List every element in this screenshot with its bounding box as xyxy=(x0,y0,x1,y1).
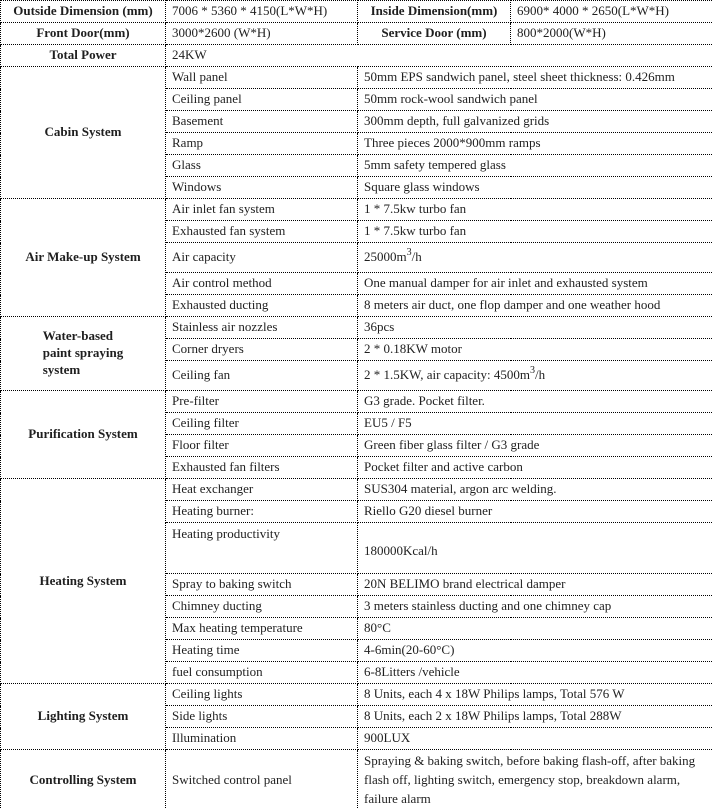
system-label xyxy=(43,328,124,379)
spec-item-value: 20N BELIMO brand electrical damper xyxy=(358,574,713,596)
system-label-line: system xyxy=(42,361,81,377)
header-value: 24KW xyxy=(172,47,207,63)
spec-item-value: 2 * 0.18KW motor xyxy=(358,339,713,361)
system-cell-heating-system xyxy=(1,479,166,684)
spec-item-value: One manual damper for air inlet and exhausted system xyxy=(358,273,713,295)
spec-item-value: SUS304 material, argon arc welding. xyxy=(358,479,713,501)
spec-item-value: 3 meters stainless ducting and one chimney cap xyxy=(358,596,713,618)
header-label-cell xyxy=(358,1,511,23)
value-text: /h xyxy=(411,249,422,265)
header-label: Total Power xyxy=(49,47,117,63)
spec-item-value: 50mm rock-wool sandwich panel xyxy=(358,89,713,111)
system-label: Heating System xyxy=(39,572,127,588)
system-cell-air-make-up-system xyxy=(1,199,166,317)
spec-item-value: 80°C xyxy=(358,618,713,640)
spec-item-label: Floor filter xyxy=(166,435,358,457)
spec-item-value: EU5 / F5 xyxy=(358,413,713,435)
table-row xyxy=(1,199,713,221)
header-label-cell xyxy=(1,45,166,67)
spec-item-label: Spray to baking switch xyxy=(166,574,358,596)
spec-item-label: Ceiling panel xyxy=(166,89,358,111)
spec-item-label: fuel consumption xyxy=(166,662,358,684)
spec-item-label: Ceiling lights xyxy=(166,684,358,706)
header-label-cell xyxy=(1,1,166,23)
spec-item-value: Spraying & baking switch, before baking flash-off, after baking flash off, lighting switch, emergency stop, breakdown alarm, failure alarm xyxy=(358,750,713,809)
value-text: /h xyxy=(534,367,546,383)
header-label-cell xyxy=(1,23,166,45)
system-label-line: Water-based xyxy=(42,328,114,344)
spec-item-label: Exhausted fan filters xyxy=(166,457,358,479)
header-value: 6900* 4000 * 2650(L*W*H) xyxy=(517,3,670,19)
header-value: 800*2000(W*H) xyxy=(517,25,606,41)
table-row xyxy=(1,45,713,67)
spec-item-label: Switched control panel xyxy=(166,750,358,809)
spec-item-value: 8 meters air duct, one flop damper and one weather hood xyxy=(358,295,713,317)
header-value-cell xyxy=(511,1,713,23)
system-label: Air Make-up System xyxy=(25,249,141,265)
table-row xyxy=(1,750,713,809)
spec-item-label: Air inlet fan system xyxy=(166,199,358,221)
table-row xyxy=(1,67,713,89)
spec-item-value: 6-8Litters /vehicle xyxy=(358,662,713,684)
system-cell-cabin-system xyxy=(1,67,166,199)
system-label: Controlling System xyxy=(29,772,137,788)
spec-item-label: Chimney ducting xyxy=(166,596,358,618)
table-row xyxy=(1,391,713,413)
header-label: Outside Dimension (mm) xyxy=(13,3,153,19)
spec-item-label: Heating productivity xyxy=(166,523,358,574)
spec-item-value: Square glass windows xyxy=(358,177,713,199)
specification-table-body xyxy=(1,1,713,809)
spec-item-label: Heating time xyxy=(166,640,358,662)
spec-item-value: G3 grade. Pocket filter. xyxy=(358,391,713,413)
spec-item-value: 300mm depth, full galvanized grids xyxy=(358,111,713,133)
header-label: Inside Dimension(mm) xyxy=(370,3,498,19)
value-text: 25000m xyxy=(364,249,407,265)
spec-item-label: Heating burner: xyxy=(166,501,358,523)
header-label: Service Door (mm) xyxy=(381,25,487,41)
spec-item-value: 50mm EPS sandwich panel, steel sheet thickness: 0.426mm xyxy=(358,67,713,89)
system-label: Purification System xyxy=(28,426,138,442)
spec-item-label: Exhausted fan system xyxy=(166,221,358,243)
header-value-cell xyxy=(511,23,713,45)
superscript-text: 3 xyxy=(529,365,535,377)
table-row xyxy=(1,23,713,45)
system-label: Cabin System xyxy=(44,124,122,140)
header-value: 7006 * 5360 * 4150(L*W*H) xyxy=(172,3,328,19)
spec-item-value: 1 * 7.5kw turbo fan xyxy=(358,199,713,221)
spec-item-value: Green fiber glass filter / G3 grade xyxy=(358,435,713,457)
spec-item-label: Ramp xyxy=(166,133,358,155)
system-cell-lighting-system xyxy=(1,684,166,750)
table-row xyxy=(1,684,713,706)
spec-item-label: Windows xyxy=(166,177,358,199)
header-value: 3000*2600 (W*H) xyxy=(172,25,271,41)
table-row xyxy=(1,1,713,23)
spec-item-value: Riello G20 diesel burner xyxy=(358,501,713,523)
table-row xyxy=(1,479,713,501)
spec-item-label: Heat exchanger xyxy=(166,479,358,501)
spec-item-value: 900LUX xyxy=(358,728,713,750)
superscript-text: 3 xyxy=(406,247,412,259)
header-value-cell xyxy=(166,23,358,45)
spec-item-value: 8 Units, each 2 x 18W Philips lamps, Total 288W xyxy=(358,706,713,728)
system-cell-purification-system xyxy=(1,391,166,479)
spec-item-label: Wall panel xyxy=(166,67,358,89)
spec-item-label: Stainless air nozzles xyxy=(166,317,358,339)
spec-item-label: Corner dryers xyxy=(166,339,358,361)
table-row xyxy=(1,317,713,339)
spec-item-label: Max heating temperature xyxy=(166,618,358,640)
spec-item-label: Air control method xyxy=(166,273,358,295)
spec-item-value xyxy=(358,361,713,391)
spec-item-value: 5mm safety tempered glass xyxy=(358,155,713,177)
spec-item-label: Air capacity xyxy=(166,243,358,273)
header-label: Front Door(mm) xyxy=(36,25,130,41)
spec-item-value: 36pcs xyxy=(358,317,713,339)
spec-item-value: 180000Kcal/h xyxy=(358,523,713,574)
spec-item-label: Exhausted ducting xyxy=(166,295,358,317)
spec-item-value xyxy=(358,243,713,273)
system-cell-controlling-system xyxy=(1,750,166,809)
spec-item-label: Ceiling filter xyxy=(166,413,358,435)
system-label-line: paint spraying xyxy=(42,345,124,361)
spec-item-value: Pocket filter and active carbon xyxy=(358,457,713,479)
spec-item-label: Glass xyxy=(166,155,358,177)
system-label: Lighting System xyxy=(37,708,129,724)
spec-item-value: Three pieces 2000*900mm ramps xyxy=(358,133,713,155)
spec-item-label: Pre-filter xyxy=(166,391,358,413)
spec-item-label: Side lights xyxy=(166,706,358,728)
spec-item-label: Ceiling fan xyxy=(166,361,358,391)
header-value-cell xyxy=(166,1,358,23)
spec-item-label: Illumination xyxy=(166,728,358,750)
spec-item-value: 1 * 7.5kw turbo fan xyxy=(358,221,713,243)
header-value-cell xyxy=(166,45,713,67)
header-label-cell xyxy=(358,23,511,45)
spec-item-value: 8 Units, each 4 x 18W Philips lamps, Total 576 W xyxy=(358,684,713,706)
spec-item-value: 4-6min(20-60°C) xyxy=(358,640,713,662)
spec-item-label: Basement xyxy=(166,111,358,133)
value-text: 2 * 1.5KW, air capacity: 4500m xyxy=(364,367,530,383)
system-cell-water-based-paint-spraying-system xyxy=(1,317,166,391)
